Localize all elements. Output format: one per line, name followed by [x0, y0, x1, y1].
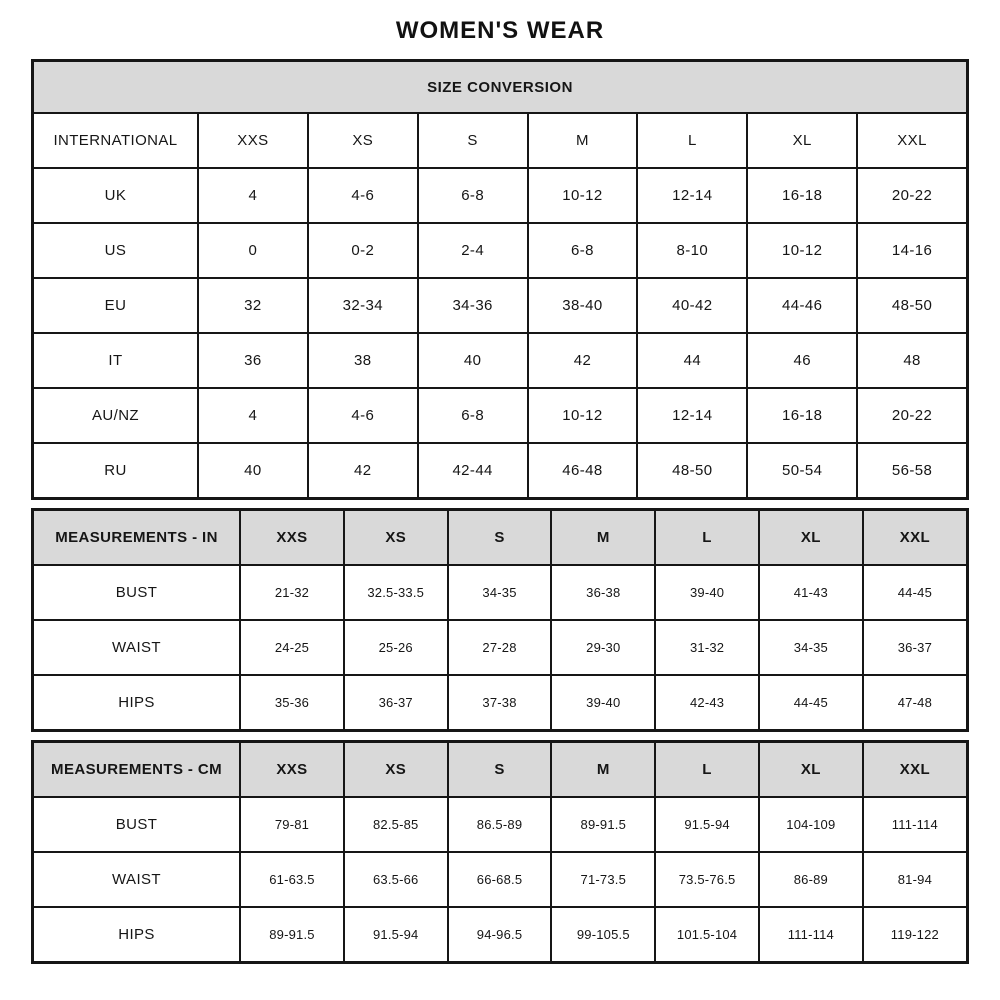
- value-cell: 94-96.5: [448, 907, 552, 963]
- column-header-cell: S: [448, 510, 552, 566]
- value-cell: 48-50: [637, 443, 747, 499]
- row-label: BUST: [33, 565, 241, 620]
- column-header-cell: XS: [344, 510, 448, 566]
- value-cell: 47-48: [863, 675, 968, 731]
- value-cell: 46-48: [528, 443, 638, 499]
- row-header-cell: MEASUREMENTS - CM: [33, 742, 241, 798]
- value-cell: 40: [198, 443, 308, 499]
- table-row: [33, 565, 968, 620]
- column-header-cell: S: [448, 742, 552, 798]
- table-row: [33, 797, 968, 852]
- value-cell: 10-12: [528, 168, 638, 223]
- value-cell: 25-26: [344, 620, 448, 675]
- table-row: [33, 278, 968, 333]
- table-row: [33, 443, 968, 499]
- value-cell: 16-18: [747, 388, 857, 443]
- value-cell: 4: [198, 168, 308, 223]
- table-row: [33, 333, 968, 388]
- value-cell: 34-35: [448, 565, 552, 620]
- value-cell: 86.5-89: [448, 797, 552, 852]
- table-row: [33, 223, 968, 278]
- row-label: EU: [33, 278, 198, 333]
- column-header-cell: M: [551, 742, 655, 798]
- column-header-cell: XXS: [240, 510, 344, 566]
- row-label: AU/NZ: [33, 388, 198, 443]
- value-cell: 89-91.5: [240, 907, 344, 963]
- value-cell: 36: [198, 333, 308, 388]
- value-cell: 38-40: [528, 278, 638, 333]
- value-cell: 6-8: [418, 168, 528, 223]
- value-cell: 32-34: [308, 278, 418, 333]
- column-header-cell: L: [637, 113, 747, 168]
- value-cell: 42-43: [655, 675, 759, 731]
- row-label: WAIST: [33, 620, 241, 675]
- column-header-cell: XXS: [240, 742, 344, 798]
- value-cell: 36-38: [551, 565, 655, 620]
- value-cell: 38: [308, 333, 418, 388]
- size-conversion-body: [33, 113, 968, 168]
- value-cell: 73.5-76.5: [655, 852, 759, 907]
- value-cell: 46: [747, 333, 857, 388]
- value-cell: 36-37: [863, 620, 968, 675]
- row-header-cell: MEASUREMENTS - IN: [33, 510, 241, 566]
- measurements-in-rows: [33, 565, 968, 731]
- value-cell: 44-45: [759, 675, 863, 731]
- value-cell: 39-40: [655, 565, 759, 620]
- value-cell: 91.5-94: [655, 797, 759, 852]
- value-cell: 48-50: [857, 278, 967, 333]
- value-cell: 16-18: [747, 168, 857, 223]
- table-row: [33, 388, 968, 443]
- value-cell: 10-12: [528, 388, 638, 443]
- table-row: [33, 675, 968, 731]
- value-cell: 21-32: [240, 565, 344, 620]
- measurements-cm-table: [31, 740, 969, 964]
- value-cell: 4: [198, 388, 308, 443]
- size-conversion-rows: [33, 168, 968, 499]
- value-cell: 6-8: [418, 388, 528, 443]
- value-cell: 12-14: [637, 388, 747, 443]
- table-row: [33, 907, 968, 963]
- value-cell: 42: [308, 443, 418, 499]
- value-cell: 34-36: [418, 278, 528, 333]
- size-conversion-columns-row: [33, 113, 968, 168]
- value-cell: 71-73.5: [551, 852, 655, 907]
- column-header-cell: XL: [747, 113, 857, 168]
- column-header-cell: XS: [308, 113, 418, 168]
- value-cell: 42-44: [418, 443, 528, 499]
- value-cell: 32: [198, 278, 308, 333]
- value-cell: 99-105.5: [551, 907, 655, 963]
- value-cell: 56-58: [857, 443, 967, 499]
- column-header-cell: XXL: [857, 113, 967, 168]
- value-cell: 4-6: [308, 388, 418, 443]
- value-cell: 101.5-104: [655, 907, 759, 963]
- column-header-cell: XXL: [863, 510, 968, 566]
- value-cell: 20-22: [857, 388, 967, 443]
- value-cell: 4-6: [308, 168, 418, 223]
- row-header-cell: INTERNATIONAL: [33, 113, 198, 168]
- value-cell: 6-8: [528, 223, 638, 278]
- value-cell: 86-89: [759, 852, 863, 907]
- value-cell: 44-46: [747, 278, 857, 333]
- column-header-cell: L: [655, 510, 759, 566]
- column-header-cell: XL: [759, 510, 863, 566]
- value-cell: 61-63.5: [240, 852, 344, 907]
- value-cell: 41-43: [759, 565, 863, 620]
- table-row: [33, 852, 968, 907]
- row-label: US: [33, 223, 198, 278]
- column-header-cell: XXL: [863, 742, 968, 798]
- value-cell: 0-2: [308, 223, 418, 278]
- row-label: HIPS: [33, 675, 241, 731]
- value-cell: 20-22: [857, 168, 967, 223]
- value-cell: 31-32: [655, 620, 759, 675]
- value-cell: 111-114: [759, 907, 863, 963]
- value-cell: 0: [198, 223, 308, 278]
- row-label: IT: [33, 333, 198, 388]
- value-cell: 37-38: [448, 675, 552, 731]
- column-header-cell: M: [528, 113, 638, 168]
- column-header-cell: L: [655, 742, 759, 798]
- column-header-cell: XXS: [198, 113, 308, 168]
- value-cell: 48: [857, 333, 967, 388]
- row-label: HIPS: [33, 907, 241, 963]
- table-row: [33, 168, 968, 223]
- value-cell: 27-28: [448, 620, 552, 675]
- size-conversion-table: [31, 59, 969, 500]
- value-cell: 79-81: [240, 797, 344, 852]
- value-cell: 63.5-66: [344, 852, 448, 907]
- column-header-cell: M: [551, 510, 655, 566]
- value-cell: 24-25: [240, 620, 344, 675]
- value-cell: 36-37: [344, 675, 448, 731]
- value-cell: 119-122: [863, 907, 968, 963]
- value-cell: 14-16: [857, 223, 967, 278]
- value-cell: 66-68.5: [448, 852, 552, 907]
- value-cell: 32.5-33.5: [344, 565, 448, 620]
- value-cell: 12-14: [637, 168, 747, 223]
- value-cell: 91.5-94: [344, 907, 448, 963]
- measurements-cm-rows: [33, 797, 968, 963]
- value-cell: 29-30: [551, 620, 655, 675]
- value-cell: 42: [528, 333, 638, 388]
- row-label: RU: [33, 443, 198, 499]
- column-header-cell: S: [418, 113, 528, 168]
- row-label: WAIST: [33, 852, 241, 907]
- size-conversion-banner: SIZE CONVERSION: [33, 61, 968, 114]
- table-row: [33, 620, 968, 675]
- measurements-cm-header-row: [33, 742, 968, 798]
- value-cell: 104-109: [759, 797, 863, 852]
- row-label: BUST: [33, 797, 241, 852]
- value-cell: 39-40: [551, 675, 655, 731]
- row-label: UK: [33, 168, 198, 223]
- value-cell: 40-42: [637, 278, 747, 333]
- value-cell: 50-54: [747, 443, 857, 499]
- size-conversion-banner-row: [33, 61, 968, 114]
- value-cell: 44-45: [863, 565, 968, 620]
- value-cell: 35-36: [240, 675, 344, 731]
- value-cell: 2-4: [418, 223, 528, 278]
- value-cell: 81-94: [863, 852, 968, 907]
- page-title: WOMEN'S WEAR: [395, 17, 605, 44]
- measurements-in-header-row: [33, 510, 968, 566]
- value-cell: 8-10: [637, 223, 747, 278]
- value-cell: 111-114: [863, 797, 968, 852]
- column-header-cell: XS: [344, 742, 448, 798]
- measurements-in-table: [31, 508, 969, 732]
- value-cell: 82.5-85: [344, 797, 448, 852]
- value-cell: 40: [418, 333, 528, 388]
- value-cell: 34-35: [759, 620, 863, 675]
- value-cell: 89-91.5: [551, 797, 655, 852]
- value-cell: 44: [637, 333, 747, 388]
- value-cell: 10-12: [747, 223, 857, 278]
- column-header-cell: XL: [759, 742, 863, 798]
